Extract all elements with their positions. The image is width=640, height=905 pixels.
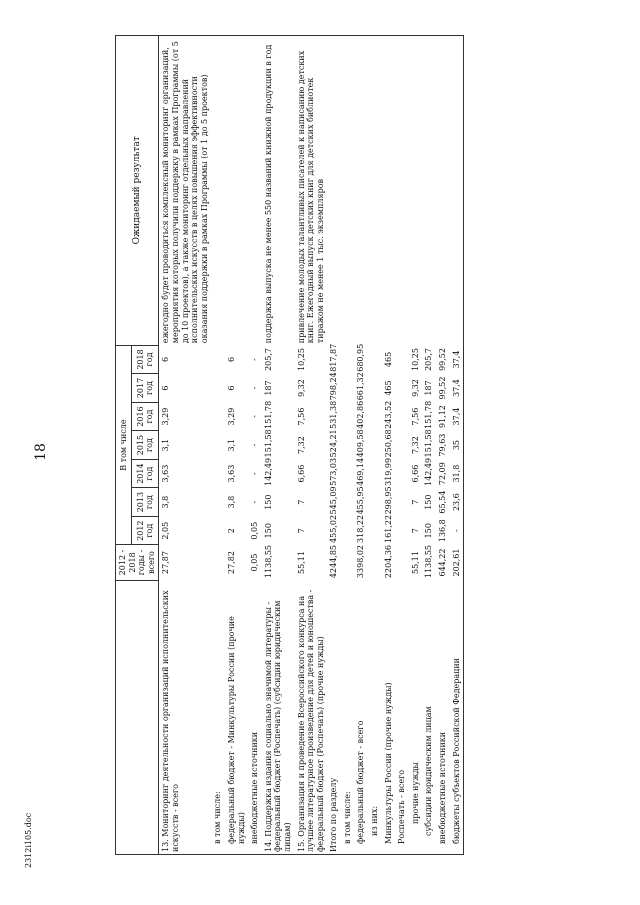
header-year: 2016 год xyxy=(132,402,159,431)
cell-year-value: 402,86 xyxy=(356,400,366,429)
cell-year-value: 205,7 xyxy=(263,348,273,371)
cell-year-value: 79,63 xyxy=(438,433,448,457)
row-result xyxy=(436,36,450,346)
cell-year-value: 0,05 xyxy=(250,521,260,540)
cell-year-value xyxy=(395,431,409,460)
cell-year-value: 680,95 xyxy=(356,343,366,372)
cell-year-value: 150 xyxy=(424,523,434,539)
cell-year-value xyxy=(395,488,409,517)
cell-year-value: 10,25 xyxy=(296,348,306,371)
cell-year-value: 37,4 xyxy=(450,374,464,403)
row-result xyxy=(422,36,436,346)
cell-year-value xyxy=(368,402,382,431)
cell-year-value: 35 xyxy=(450,431,464,460)
cell-year-value: 37,4 xyxy=(450,402,464,431)
cell-year-value: 243,52 xyxy=(383,400,393,429)
cell-year-value: 151,58 xyxy=(424,429,434,458)
cell-year-value: 318,22 xyxy=(356,514,366,543)
cell-year-value: 531,38 xyxy=(329,400,339,429)
cell-year-value: 9,32 xyxy=(410,379,420,397)
cell-year-value: 798,24 xyxy=(329,372,339,401)
cell-year-value: 455,02 xyxy=(329,514,339,543)
cell-total: 3398,02 xyxy=(356,544,366,579)
cell-year-value: 7,32 xyxy=(410,436,420,454)
table-row xyxy=(436,36,450,855)
cell-total: 0,05 xyxy=(250,553,260,572)
cell-year-value: 469,14 xyxy=(356,457,366,486)
cell-year-value: 7 xyxy=(296,499,306,505)
cell-year-value: 31,8 xyxy=(450,459,464,488)
row-result xyxy=(409,36,423,346)
header-year: 2015 год xyxy=(132,431,159,460)
cell-year-value: 72,09 xyxy=(438,462,448,486)
cell-year-value xyxy=(368,459,382,488)
cell-year-value: 455,95 xyxy=(356,486,366,515)
row-result xyxy=(382,36,396,346)
cell-total: 1138,55 xyxy=(424,544,434,579)
cell-year-value: 6 xyxy=(226,356,236,363)
header-result: Ожидаемый результат xyxy=(116,36,159,346)
row-result xyxy=(450,36,464,346)
cell-year-value: 99,52 xyxy=(438,376,448,400)
cell-year-value: 661,32 xyxy=(356,372,366,401)
cell-year-value: 7 xyxy=(410,499,420,505)
cell-year-value: 187 xyxy=(263,380,273,396)
row-result xyxy=(354,36,368,346)
cell-year-value xyxy=(341,459,355,488)
table-body xyxy=(159,36,464,855)
cell-year-value xyxy=(395,402,409,431)
cell-total: 1138,55 xyxy=(263,544,273,579)
cell-year-value xyxy=(368,374,382,403)
cell-year-value: 142,49 xyxy=(263,457,273,486)
cell-year-value: 465 xyxy=(383,380,393,396)
table-row xyxy=(368,36,382,855)
header-name-cell xyxy=(116,580,159,854)
row-label: внебюджетные источники xyxy=(436,580,450,854)
cell-year-value: 150 xyxy=(263,523,273,539)
cell-year-value xyxy=(395,374,409,403)
cell-year-value: 91,12 xyxy=(438,405,448,428)
cell-year-value: - xyxy=(250,415,260,418)
row-label: Роспечать - всего xyxy=(395,580,409,854)
cell-total: 27,87 xyxy=(161,551,171,574)
cell-year-value: 6 xyxy=(161,356,171,363)
cell-year-value: 3,1 xyxy=(226,438,236,452)
cell-year-value: 2,05 xyxy=(161,521,171,540)
row-result xyxy=(225,36,248,346)
cell-year-value: 3,8 xyxy=(161,495,171,509)
cell-year-value xyxy=(341,374,355,403)
cell-year-value: 10,25 xyxy=(410,348,420,371)
cell-year-value: 136,8 xyxy=(438,519,448,543)
header-total: 2012 - 2018 годы - всего xyxy=(116,545,159,580)
cell-year-value: 151,78 xyxy=(424,400,434,429)
cell-year-value: 250,68 xyxy=(383,429,393,458)
cell-year-value xyxy=(341,345,355,374)
row-label: бюджеты субъектов Российской Федерации xyxy=(450,580,464,854)
cell-total: 55,11 xyxy=(410,551,420,574)
table-row xyxy=(341,36,355,855)
row-result xyxy=(341,36,355,346)
cell-year-value: 65,54 xyxy=(438,490,448,514)
cell-year-value: 23,6 xyxy=(450,488,464,517)
cell-year-value xyxy=(368,488,382,517)
cell-year-value xyxy=(395,459,409,488)
cell-total: 4244,85 xyxy=(329,544,339,579)
cell-total xyxy=(211,545,225,580)
row-result xyxy=(395,36,409,346)
row-label: 15. Организация и проведение Всероссийского конкурса на лучшее литературное произведение для детей и юношества - федеральный бюджет (Роспечать) (прочие нужды) xyxy=(295,580,328,854)
cell-year-value: - xyxy=(450,516,464,545)
cell-year-value: 7 xyxy=(410,528,420,534)
cell-year-value xyxy=(368,431,382,460)
cell-year-value xyxy=(211,459,225,488)
cell-year-value: 99,52 xyxy=(438,348,448,371)
cell-year-value: 298,95 xyxy=(383,486,393,515)
row-label: внебюджетные источники xyxy=(248,580,262,854)
cell-year-value: 817,87 xyxy=(329,343,339,372)
cell-year-value xyxy=(341,402,355,431)
cell-year-value: 465 xyxy=(383,351,393,368)
program-table xyxy=(115,35,464,855)
cell-year-value: 573,03 xyxy=(329,457,339,486)
table-row xyxy=(422,36,436,855)
cell-total xyxy=(341,545,355,580)
cell-total xyxy=(395,545,409,580)
table-row xyxy=(262,36,295,855)
row-label: субсидии юридическим лицам xyxy=(422,580,436,854)
row-label: из них: xyxy=(368,580,382,854)
cell-year-value xyxy=(211,516,225,545)
cell-year-value xyxy=(341,431,355,460)
cell-year-value: - xyxy=(250,443,260,447)
table-row xyxy=(382,36,396,855)
table-row xyxy=(211,36,225,855)
table-row xyxy=(354,36,368,855)
cell-year-value: - xyxy=(250,386,260,390)
cell-year-value: 6,66 xyxy=(410,464,420,483)
cell-year-value: 187 xyxy=(424,380,434,396)
cell-total: 2204,36 xyxy=(383,544,393,579)
rotated-table-page xyxy=(115,35,620,855)
cell-year-value: 3,1 xyxy=(161,438,171,452)
cell-year-value: 545,09 xyxy=(329,486,339,515)
cell-year-value: 205,7 xyxy=(424,348,434,371)
document-footer: 2312i105.doc xyxy=(24,812,33,868)
cell-year-value: 3,29 xyxy=(161,407,171,426)
cell-total: 27,82 xyxy=(226,551,236,574)
cell-year-value: 6,66 xyxy=(296,464,306,483)
header-year: 2014 год xyxy=(132,459,159,488)
row-label: федеральный бюджет - Минкультуры России (прочие нужды) xyxy=(225,580,248,854)
row-result: ежегодно будет проводиться комплексный мониторинг организаций, мероприятия которых получили поддержку в рамках Программы (от 5 до 10 проектов), а также мониторинг отдельных направлений исполнительских искусств в целях повышения эффективности оказания поддержки в рамках Программы (от 1 до 5 проектов) xyxy=(159,36,211,346)
cell-total: 55,11 xyxy=(296,551,306,574)
cell-year-value xyxy=(341,516,355,545)
table-row xyxy=(159,36,211,855)
page-number: 18 xyxy=(32,443,49,461)
table-row xyxy=(409,36,423,855)
cell-year-value: 2 xyxy=(226,528,236,534)
cell-year-value xyxy=(395,345,409,374)
cell-year-value xyxy=(211,374,225,403)
cell-total: 202,61 xyxy=(450,545,464,580)
cell-year-value: 3,63 xyxy=(226,464,236,483)
cell-year-value: 150 xyxy=(424,494,434,510)
cell-year-value xyxy=(211,345,225,374)
row-label: в том числе: xyxy=(341,580,355,854)
header-in-that-number: В том числе xyxy=(116,345,132,545)
cell-year-value: 3,8 xyxy=(226,495,236,509)
row-result xyxy=(211,36,225,346)
header-year: 2018 год xyxy=(132,345,159,374)
cell-year-value: 3,29 xyxy=(226,407,236,426)
row-label: федеральный бюджет - всего xyxy=(354,580,368,854)
cell-year-value: 524,21 xyxy=(329,429,339,458)
row-result xyxy=(368,36,382,346)
cell-year-value: 409,58 xyxy=(356,429,366,458)
cell-year-value xyxy=(211,431,225,460)
cell-year-value: 151,78 xyxy=(263,400,273,429)
cell-year-value xyxy=(368,345,382,374)
cell-year-value: 7,56 xyxy=(296,407,306,426)
cell-year-value: 319,99 xyxy=(383,457,393,486)
cell-year-value: 6 xyxy=(161,385,171,391)
header-year: 2013 год xyxy=(132,488,159,517)
cell-total: 644,22 xyxy=(438,548,448,577)
cell-year-value xyxy=(368,516,382,545)
cell-year-value: 9,32 xyxy=(296,379,306,397)
cell-year-value xyxy=(395,516,409,545)
cell-year-value: 161,22 xyxy=(383,514,393,543)
row-result: привлечение молодых талантливых писателей к написанию детских книг. Ежегодный выпуск детских книг для детских библиотек тиражом не менее 1 тыс. экземпляров xyxy=(295,36,328,346)
table-row xyxy=(248,36,262,855)
cell-year-value: 142,49 xyxy=(424,457,434,486)
row-label: в том числе: xyxy=(211,580,225,854)
cell-total xyxy=(368,545,382,580)
row-label: Минкультуры России (прочие нужды) xyxy=(382,580,396,854)
cell-year-value: 6 xyxy=(226,385,236,391)
row-result: поддержка выпуска не менее 550 названий книжной продукции в год xyxy=(262,36,295,346)
header-year: 2012 год xyxy=(132,516,159,545)
row-label: 13. Мониторинг деятельности организаций исполнительских искусств - всего xyxy=(159,580,211,854)
table-row xyxy=(295,36,328,855)
table-row xyxy=(225,36,248,855)
cell-year-value: 151,58 xyxy=(263,429,273,458)
table-row xyxy=(327,36,341,855)
cell-year-value: 3,63 xyxy=(161,464,171,483)
row-label: прочие нужды xyxy=(409,580,423,854)
row-result xyxy=(248,36,262,346)
cell-year-value xyxy=(341,488,355,517)
cell-year-value: 7,32 xyxy=(296,436,306,454)
table-row xyxy=(450,36,464,855)
cell-year-value: 37,4 xyxy=(450,345,464,374)
table-row xyxy=(395,36,409,855)
row-label: 14. Поддержка издания социально значимой литературы - федеральный бюджет (Роспечать) (субсидии юридическим лицам) xyxy=(262,580,295,854)
cell-year-value: - xyxy=(250,472,260,475)
cell-year-value xyxy=(211,488,225,517)
header-year: 2017 год xyxy=(132,374,159,403)
cell-year-value: - xyxy=(250,358,260,361)
cell-year-value xyxy=(211,402,225,431)
row-result xyxy=(327,36,341,346)
cell-year-value: 7 xyxy=(296,528,306,534)
cell-year-value: - xyxy=(250,500,260,504)
row-label: Итого по разделу xyxy=(327,580,341,854)
cell-year-value: 150 xyxy=(263,494,273,510)
cell-year-value: 7,56 xyxy=(410,407,420,426)
